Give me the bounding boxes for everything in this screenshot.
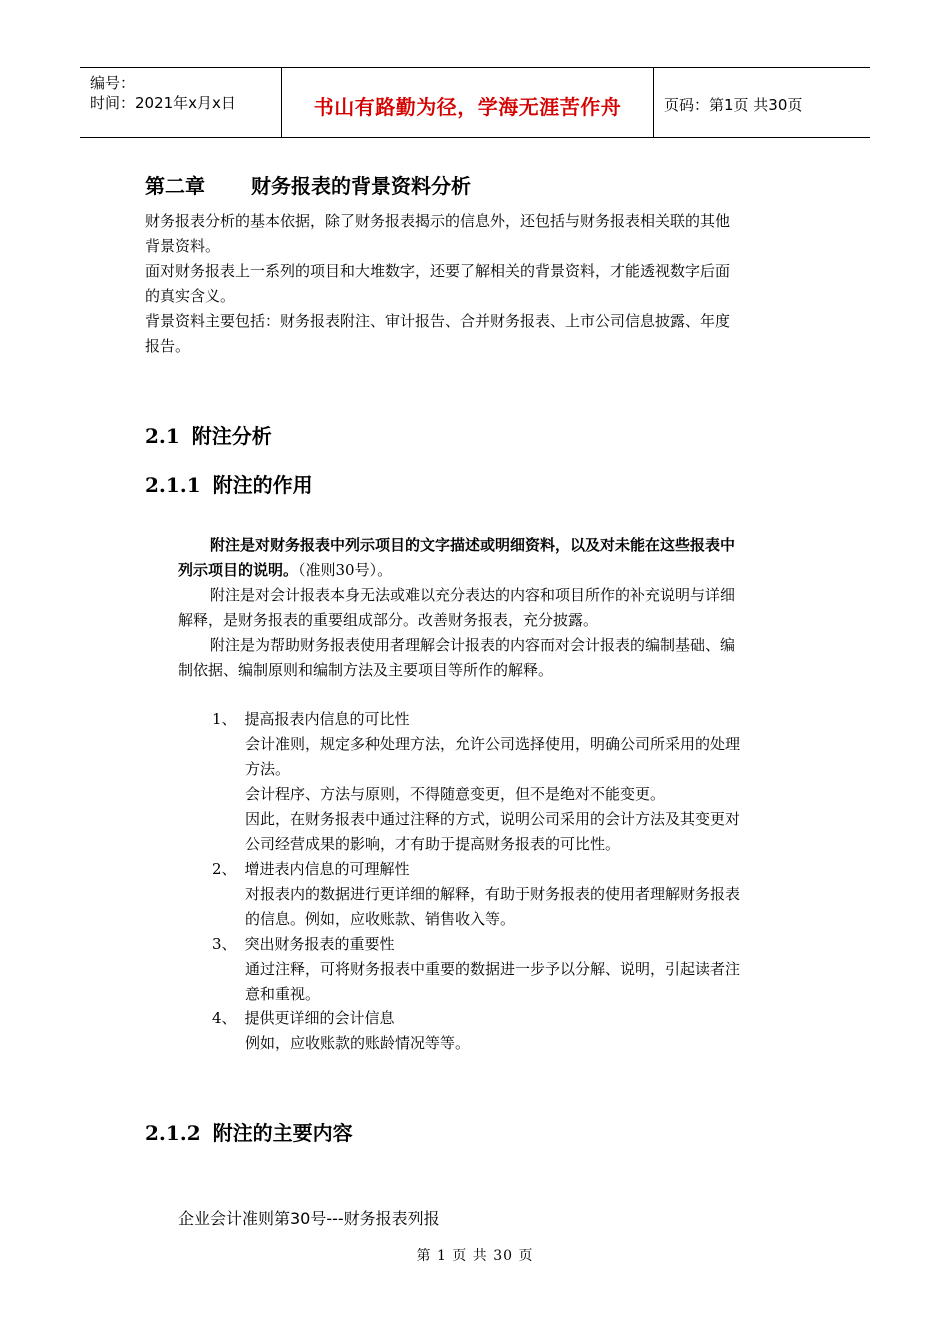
intro-line: 背景资料。 [145, 237, 221, 255]
section-title: 附注的主要内容 [212, 1121, 353, 1145]
intro-line: 财务报表分析的基本依据，除了财务报表揭示的信息外，还包括与财务报表相关联的其他 [145, 212, 731, 230]
header-meta-cell [80, 68, 282, 137]
list-item-line: 对报表内的数据进行更详细的解释，有助于财务报表的使用者理解财务报表 [245, 885, 741, 903]
intro-line: 报告。 [145, 337, 191, 355]
list-item-line: 公司经营成果的影响，才有助于提高财务报表的可比性。 [245, 835, 621, 853]
definition-line: 附注是对财务报表中列示项目的文字描述或明细资料，以及对未能在这些报表中 [210, 536, 736, 554]
chapter-title: 财务报表的背景资料分析 [251, 174, 471, 198]
section-heading-2-1-2 [145, 1117, 353, 1146]
chapter-heading [145, 170, 471, 199]
list-item-heading [212, 1006, 395, 1031]
section-title: 附注的作用 [212, 473, 313, 497]
section-heading-2-1 [145, 420, 272, 449]
section-number: 2.1.2 [145, 1121, 201, 1145]
section-title: 附注分析 [191, 424, 272, 448]
list-item-title: 突出财务报表的重要性 [244, 935, 395, 953]
motto: 书山有路勤为径，学海无涯苦作舟 [313, 95, 622, 119]
definition-reference: （准则30号）。 [298, 561, 393, 579]
list-item-line: 会计程序、方法与原则，不得随意变更，但不是绝对不能变更。 [245, 785, 666, 803]
list-item-title: 提供更详细的会计信息 [244, 1009, 395, 1027]
list-item-line: 通过注释，可将财务报表中重要的数据进一步予以分解、说明，引起读者注 [245, 960, 741, 978]
section-heading-2-1-1 [145, 469, 313, 498]
paragraph-line: 制依据、编制原则和编制方法及主要项目等所作的解释。 [178, 661, 554, 679]
list-item-line: 因此，在财务报表中通过注释的方式，说明公司采用的会计方法及其变更对 [245, 810, 741, 828]
paragraph-line: 解释，是财务报表的重要组成部分。改善财务报表，充分披露。 [178, 611, 599, 629]
list-item-title: 增进表内信息的可理解性 [244, 860, 410, 878]
standard-reference: 企业会计准则第30号---财务报表列报 [178, 1209, 440, 1228]
list-marker: 1、 [212, 710, 237, 728]
list-item-heading [212, 857, 410, 882]
serial-number-label: 编号： [90, 74, 136, 92]
list-item-line: 的信息。例如，应收账款、销售收入等。 [245, 910, 516, 928]
section-number: 2.1.1 [145, 473, 201, 497]
intro-line: 面对财务报表上一系列的项目和大堆数字，还要了解相关的背景资料，才能透视数字后面 [145, 262, 731, 280]
list-item-line: 会计准则，规定多种处理方法，允许公司选择使用，明确公司所采用的处理 [245, 735, 741, 753]
definition-bold: 列示项目的说明。 [178, 561, 299, 579]
list-item-heading [212, 932, 395, 957]
page-footer: 第 1 页 共 30 页 [416, 1248, 534, 1264]
list-item-line: 例如，应收账款的账龄情况等等。 [245, 1034, 471, 1052]
section-number: 2.1 [145, 424, 180, 448]
paragraph-line: 附注是对会计报表本身无法或难以充分表达的内容和项目所作的补充说明与详细 [210, 586, 736, 604]
chapter-number: 第二章 [145, 174, 205, 198]
list-marker: 2、 [212, 860, 237, 878]
page-indicator: 页码：第1页 共30页 [664, 96, 803, 114]
list-item-heading [212, 707, 410, 732]
paragraph-line: 附注是为帮助财务报表使用者理解会计报表的内容而对会计报表的编制基础、编 [210, 636, 736, 654]
date-label: 时间：2021年x月x日 [90, 94, 236, 112]
definition-line [178, 558, 392, 583]
intro-line: 背景资料主要包括：财务报表附注、审计报告、合并财务报表、上市公司信息披露、年度 [145, 312, 731, 330]
list-item-title: 提高报表内信息的可比性 [244, 710, 410, 728]
list-item-line: 方法。 [245, 760, 291, 778]
list-item-line: 意和重视。 [245, 985, 321, 1003]
header-page-cell [654, 68, 870, 137]
list-marker: 3、 [212, 935, 237, 953]
header-motto-cell [282, 68, 654, 137]
intro-line: 的真实含义。 [145, 287, 236, 305]
list-marker: 4、 [212, 1009, 237, 1027]
document-header [80, 67, 870, 138]
